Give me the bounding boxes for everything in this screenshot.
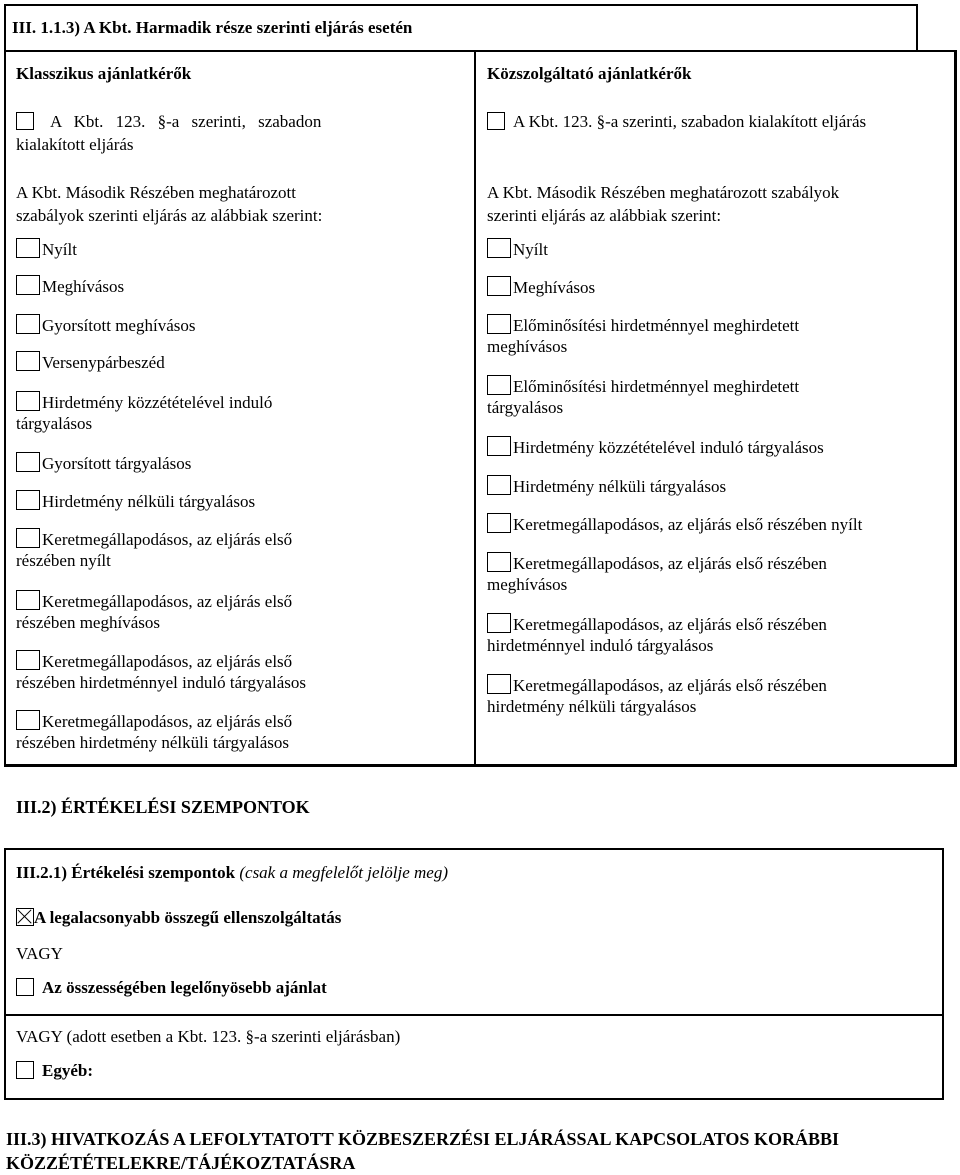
option-item xyxy=(16,590,292,633)
criteria-lowest-price-label: A legalacsonyabb összegű ellenszolgáltatás xyxy=(34,908,342,927)
checkbox-icon[interactable] xyxy=(16,238,40,258)
option-item xyxy=(16,528,292,571)
option-label: Keretmegállapodásos, az eljárás első részében xyxy=(513,554,827,573)
section3-title xyxy=(6,1127,839,1175)
checkbox-icon[interactable] xyxy=(487,674,511,694)
checkbox-icon[interactable] xyxy=(487,436,511,456)
option-item xyxy=(16,314,195,336)
option-item xyxy=(487,375,799,418)
option-label: Előminősítési hirdetménnyel meghirdetett xyxy=(513,377,800,396)
right-free-procedure xyxy=(487,112,866,132)
option-label-continued: tárgyalásos xyxy=(487,398,564,417)
right-heading: Közszolgáltató ajánlatkérők xyxy=(487,64,692,83)
section2-num: III.2) xyxy=(16,797,57,817)
criteria-best-value-label: Az összességében legelőnyösebb ajánlat xyxy=(42,978,327,997)
section-header: III. 1.1.3) A Kbt. Harmadik része szerinti eljárás esetén xyxy=(12,18,413,37)
option-label: Keretmegállapodásos, az eljárás első xyxy=(42,592,293,611)
checkbox-icon[interactable] xyxy=(16,590,40,610)
option-item xyxy=(487,613,827,656)
checkbox-icon[interactable] xyxy=(16,528,40,548)
checkbox-icon[interactable] xyxy=(16,710,40,730)
section2-title xyxy=(16,797,310,818)
left-free-procedure xyxy=(16,110,321,156)
checkbox-icon[interactable] xyxy=(16,490,40,510)
option-label-continued: meghívásos xyxy=(487,337,568,356)
subsection-num: III.2.1) xyxy=(16,863,68,882)
option-label: Gyorsított meghívásos xyxy=(42,316,196,335)
option-label: Hirdetmény közzétételével induló xyxy=(42,393,273,412)
table-border-left xyxy=(4,4,6,766)
checkbox-icon[interactable] xyxy=(16,452,40,472)
option-label-continued: részében meghívásos xyxy=(16,613,160,632)
box2-border-right xyxy=(942,848,944,1100)
option-label-continued: részében hirdetmény nélküli tárgyalásos xyxy=(16,733,290,752)
section3-title-line2: KÖZZÉTÉTELEKRE/TÁJÉKOZTATÁSRA xyxy=(6,1153,356,1173)
option-label: Meghívásos xyxy=(513,278,596,297)
checkbox-icon[interactable] xyxy=(16,112,34,130)
option-item xyxy=(16,351,165,373)
checkbox-icon[interactable] xyxy=(487,552,511,572)
option-item xyxy=(487,314,799,357)
left-free-procedure-line1: A Kbt. 123. §-a szerinti, szabadon xyxy=(50,112,322,131)
checkbox-icon[interactable] xyxy=(487,112,505,130)
option-label: Nyílt xyxy=(513,240,548,259)
option-label: Versenypárbeszéd xyxy=(42,353,165,372)
option-label: Előminősítési hirdetménnyel meghirdetett xyxy=(513,316,800,335)
checked-checkbox-icon[interactable] xyxy=(16,908,34,926)
option-item xyxy=(487,513,862,535)
table-border-right xyxy=(954,50,957,766)
option-label: Keretmegállapodásos, az eljárás első xyxy=(42,712,293,731)
checkbox-icon[interactable] xyxy=(16,650,40,670)
subsection-note: (csak a megfelelőt jelölje meg) xyxy=(239,863,448,882)
section3-num: III.3) xyxy=(6,1129,47,1149)
checkbox-icon[interactable] xyxy=(487,276,511,296)
subsection-title-text: Értékelési szempontok xyxy=(71,863,236,882)
option-item xyxy=(16,710,292,753)
option-label: Meghívásos xyxy=(42,277,125,296)
left-heading: Klasszikus ajánlatkérők xyxy=(16,64,192,83)
option-item xyxy=(16,238,77,260)
checkbox-icon[interactable] xyxy=(16,391,40,411)
criteria-best-value xyxy=(16,978,327,998)
checkbox-icon[interactable] xyxy=(487,513,511,533)
option-item xyxy=(487,436,824,458)
option-item xyxy=(16,650,306,693)
option-label: Hirdetmény nélküli tárgyalásos xyxy=(42,492,256,511)
option-item xyxy=(16,275,124,297)
table-col-divider xyxy=(474,50,476,766)
section2-title-text: ÉRTÉKELÉSI SZEMPONTOK xyxy=(61,797,310,817)
checkbox-icon[interactable] xyxy=(16,351,40,371)
option-label-continued: tárgyalásos xyxy=(16,414,93,433)
option-label-continued: részében hirdetménnyel induló tárgyalásos xyxy=(16,673,307,692)
checkbox-icon[interactable] xyxy=(16,1061,34,1079)
option-label: Hirdetmény közzétételével induló tárgyalásos xyxy=(513,438,824,457)
option-label: Keretmegállapodásos, az eljárás első részében xyxy=(513,676,827,695)
right-intro xyxy=(487,181,839,227)
option-label-continued: hirdetmény nélküli tárgyalásos xyxy=(487,697,697,716)
section3-title-line1: HIVATKOZÁS A LEFOLYTATOTT KÖZBESZERZÉSI ELJÁRÁSSAL KAPCSOLATOS KORÁBBI xyxy=(51,1129,839,1149)
box2-border-left xyxy=(4,848,6,1100)
left-intro-line1: A Kbt. Második Részében meghatározott xyxy=(16,183,296,202)
option-label: Gyorsított tárgyalásos xyxy=(42,454,192,473)
subsection-title xyxy=(16,863,448,883)
option-item xyxy=(487,238,548,260)
option-item xyxy=(16,490,255,512)
left-free-procedure-line2: kialakított eljárás xyxy=(16,135,134,154)
option-label-continued: részében nyílt xyxy=(16,551,111,570)
checkbox-icon[interactable] xyxy=(16,275,40,295)
option-label: Hirdetmény nélküli tárgyalásos xyxy=(513,477,727,496)
right-intro-line1: A Kbt. Második Részében meghatározott szabályok xyxy=(487,183,840,202)
checkbox-icon[interactable] xyxy=(487,475,511,495)
option-item xyxy=(487,276,595,298)
checkbox-icon[interactable] xyxy=(487,613,511,633)
or-label-2: VAGY (adott esetben a Kbt. 123. §-a szerinti eljárásban) xyxy=(16,1027,401,1046)
option-item xyxy=(487,674,827,717)
checkbox-icon[interactable] xyxy=(487,375,511,395)
option-label: Keretmegállapodásos, az eljárás első részében xyxy=(513,615,827,634)
option-item xyxy=(487,475,726,497)
criteria-lowest-price xyxy=(16,908,341,928)
checkbox-icon[interactable] xyxy=(16,314,40,334)
box2-border-bottom xyxy=(4,1098,944,1100)
option-label-continued: hirdetménnyel induló tárgyalásos xyxy=(487,636,714,655)
table-row-divider xyxy=(4,50,957,52)
table-border-bottom xyxy=(4,764,957,767)
table-border-top xyxy=(4,4,918,6)
option-label: Keretmegállapodásos, az eljárás első részében nyílt xyxy=(513,515,863,534)
left-intro-line2: szabályok szerinti eljárás az alábbiak szerint: xyxy=(16,206,323,225)
option-label-continued: meghívásos xyxy=(487,575,568,594)
left-intro xyxy=(16,181,322,227)
option-item xyxy=(16,452,191,474)
option-item xyxy=(487,552,827,595)
option-label: Nyílt xyxy=(42,240,77,259)
or-label-1: VAGY xyxy=(16,944,63,963)
checkbox-icon[interactable] xyxy=(16,978,34,996)
right-intro-line2: szerinti eljárás az alábbiak szerint: xyxy=(487,206,722,225)
option-label: Keretmegállapodásos, az eljárás első xyxy=(42,530,293,549)
criteria-other xyxy=(16,1061,93,1081)
criteria-other-label: Egyéb: xyxy=(42,1061,93,1080)
box2-border-top xyxy=(4,848,944,850)
option-label: Keretmegállapodásos, az eljárás első xyxy=(42,652,293,671)
checkbox-icon[interactable] xyxy=(487,238,511,258)
box2-divider xyxy=(4,1014,944,1016)
right-free-procedure-label: A Kbt. 123. §-a szerinti, szabadon kialakított eljárás xyxy=(513,112,867,131)
checkbox-icon[interactable] xyxy=(487,314,511,334)
table-border-right-top xyxy=(916,4,918,52)
option-item xyxy=(16,391,272,434)
